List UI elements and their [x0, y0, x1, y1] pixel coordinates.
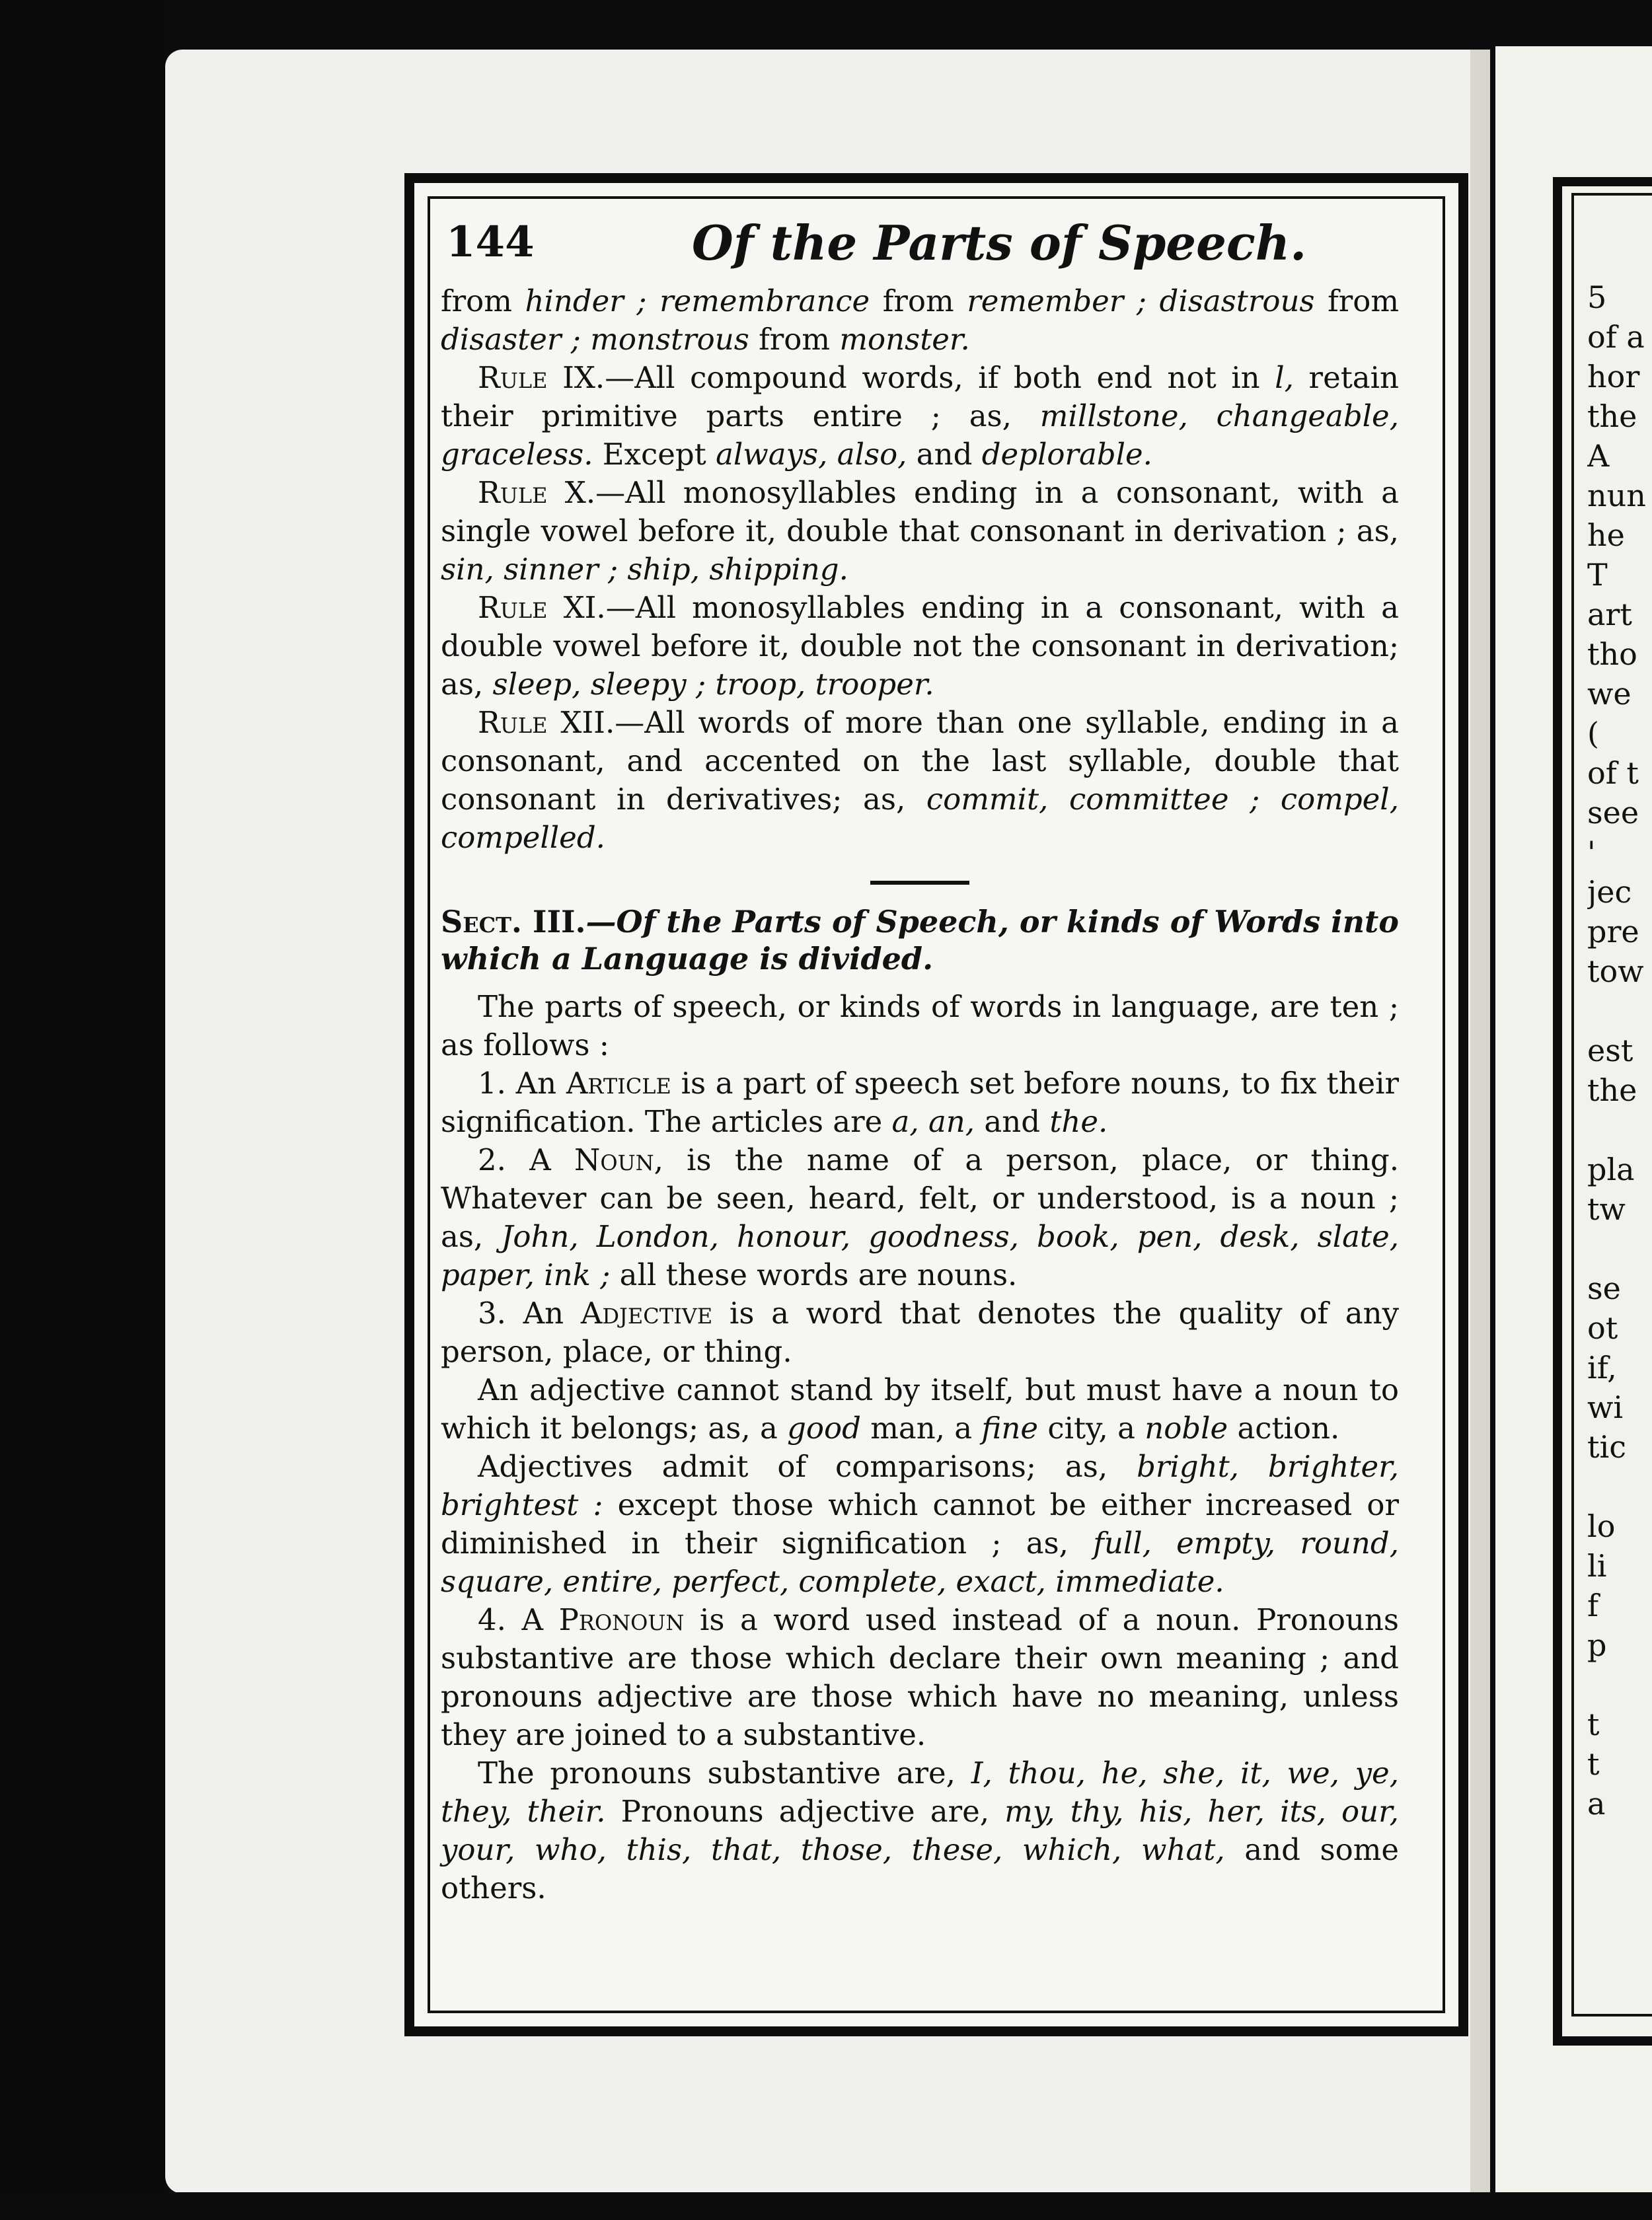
- rule-ix: Rule IX.—All compound words, if both end not in l, retain their primitive parts entire ; as, millstone, changeable, graceless. Except always, also, and deplorable.: [441, 360, 1399, 472]
- rule-label: Rule XI.: [478, 590, 606, 625]
- article-definition: 1. An Article is a part of speech set before nouns, to fix their signification. The articles are a, an, and the.: [441, 1066, 1399, 1139]
- adjective-comparison: Adjectives admit of comparisons; as, bright, brighter, brightest : except those which cannot be either increased or diminished in their signification ; as, full, empty, round, square, entire, perfect, complete, exact, immediate.: [441, 1449, 1399, 1599]
- continued-paragraph: from hinder ; remembrance from remember ; disastrous from disaster ; monstrous from monster.: [441, 283, 1400, 357]
- rule-xii: Rule XII.—All words of more than one syllable, ending in a consonant, and accented on the last syllable, double that consonant in derivatives; as, commit, committee ; compel, compelled.: [441, 705, 1400, 855]
- rule-xi: Rule XI.—All monosyllables ending in a consonant, with a double vowel before it, double not the consonant in derivation; as, sleep, sleepy ; troop, trooper.: [441, 590, 1399, 702]
- section-label: Sect. III.: [441, 904, 586, 940]
- rule-x: Rule X.—All monosyllables ending in a consonant, with a single vowel before it, double that consonant in derivation ; as, sin, sinner ; ship, shipping.: [441, 475, 1399, 587]
- scan-gutter-shadow: [0, 0, 165, 2220]
- parts-intro: The parts of speech, or kinds of words in language, are ten ; as follows :: [441, 989, 1399, 1062]
- pronoun-definition: 4. A Pronoun is a word used instead of a noun. Pronouns substantive are those which declare their own meaning ; and pronouns adjective are those which have no meaning, unless they are joined to a substantive.: [441, 1602, 1399, 1752]
- term: Article: [566, 1066, 671, 1101]
- page-number: 144: [446, 217, 535, 267]
- section-title: —Of the Parts of Speech, or kinds of Words into which a Language is divided.: [441, 904, 1399, 977]
- spacer: [441, 977, 1399, 988]
- term: Pronoun: [558, 1602, 685, 1637]
- rule-label: Rule XII.: [478, 705, 615, 740]
- pronoun-list: The pronouns substantive are, I, thou, he, she, it, we, ye, they, their. Pronouns adjective are, my, thy, his, her, its, our, your, who, this, that, those, these, which, what, and some others.: [441, 1756, 1399, 1906]
- term: Noun,: [574, 1142, 663, 1177]
- section-divider: [870, 881, 969, 885]
- scan-bottom-shadow: [0, 2192, 1652, 2220]
- leaf-fold: [1470, 50, 1490, 2194]
- section-heading: [441, 903, 1399, 977]
- term: Adjective: [580, 1296, 713, 1331]
- adjective-definition: 3. An Adjective is a word that denotes the quality of any person, place, or thing.: [441, 1296, 1399, 1369]
- text-body: [441, 282, 1399, 1907]
- running-head: Of the Parts of Speech.: [692, 215, 1307, 271]
- noun-definition: 2. A Noun, is the name of a person, place, or thing. Whatever can be seen, heard, felt, or understood, is a noun ; as, John, London, honour, goodness, book, pen, desk, slate, paper, ink ; all these words are nouns.: [441, 1142, 1400, 1292]
- rule-label: Rule IX.: [478, 360, 605, 395]
- rule-label: Rule X.: [478, 475, 596, 510]
- adjective-usage: An adjective cannot stand by itself, but must have a noun to which it belongs; as, a good man, a fine city, a noble action.: [441, 1372, 1399, 1446]
- facing-page-text-fragments: 5 of a hor the A nun he T art tho we ( of t see ' jec pre tow est the pla tw se ot if, wi tic lo li f p t t a: [1587, 279, 1646, 1822]
- page-frame: [404, 173, 1468, 2036]
